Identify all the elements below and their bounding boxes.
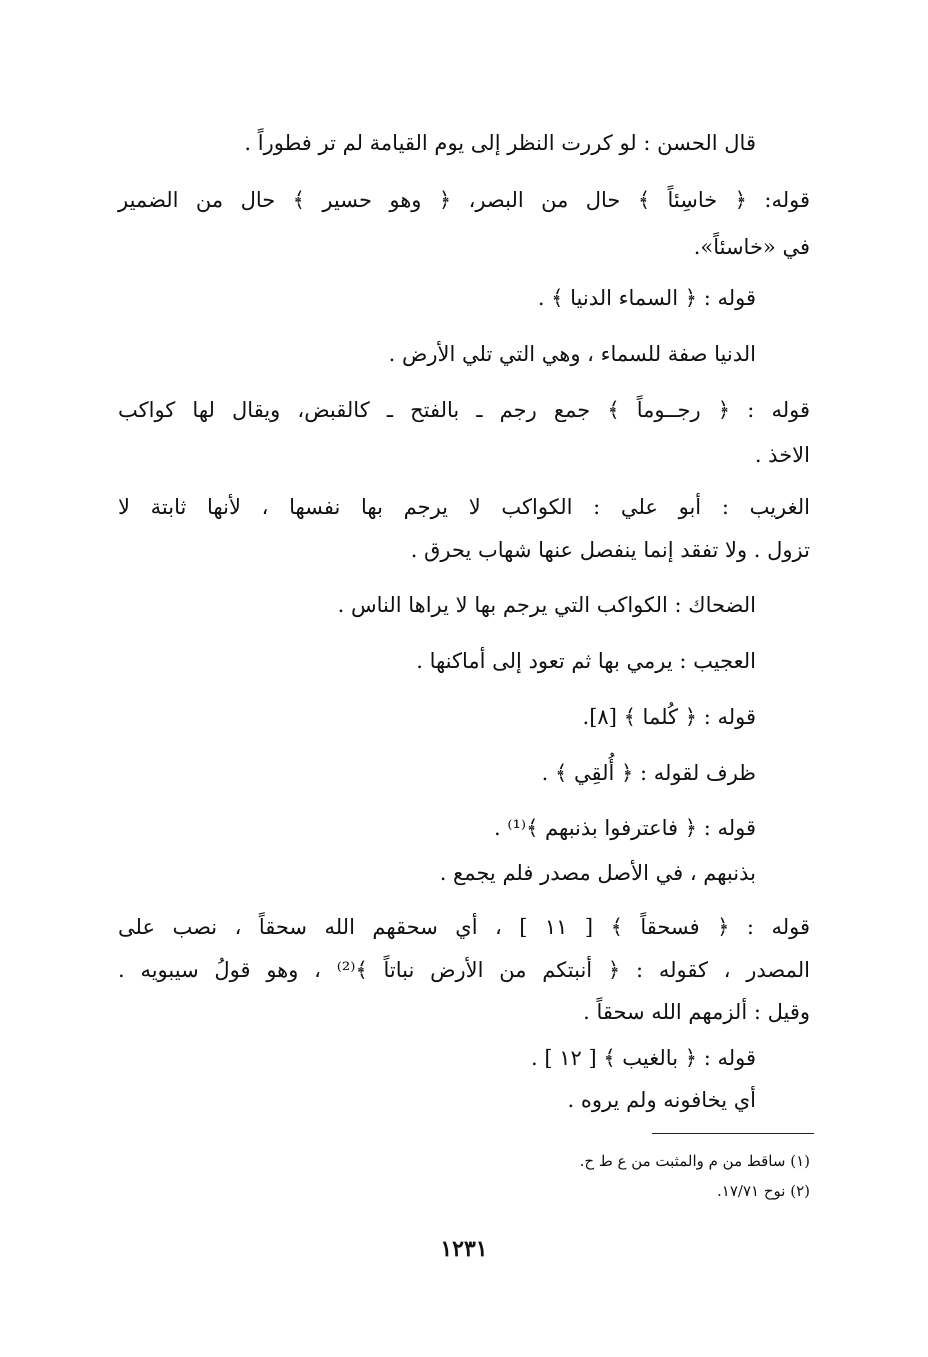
text-line: الدنيا صفة للسماء ، وهي التي تلي الأرض . bbox=[388, 342, 756, 366]
text-line: العجيب : يرمي بها ثم تعود إلى أماكنها . bbox=[416, 649, 756, 673]
text-line: الضحاك : الكواكب التي يرجم بها لا يراها الناس . bbox=[337, 593, 756, 617]
footnote: (٢) نوح ١٧/٧١. bbox=[717, 1182, 810, 1200]
text-line: الاخذ . bbox=[754, 443, 810, 467]
text-line: قوله: ﴿ خاسِئاً ﴾ حال من البصر، ﴿ وهو حسير ﴾ حال من الضمير bbox=[118, 188, 810, 212]
text-line: قوله : ﴿ السماء الدنيا ﴾ . bbox=[537, 286, 756, 310]
text-line: قوله : ﴿ بالغيب ﴾ [ ١٢ ] . bbox=[531, 1046, 756, 1070]
footnote: (١) ساقط من م والمثبت من ع ط ح. bbox=[579, 1152, 810, 1170]
text-line: بذنبهم ، في الأصل مصدر فلم يجمع . bbox=[439, 861, 756, 885]
text-line: في «خاسئاً». bbox=[693, 235, 810, 259]
text-line: المصدر ، كقوله : ﴿ أنبتكم من الأرض نباتاً ﴾⁽²⁾ ، وهو قولُ سيبويه . bbox=[118, 958, 810, 982]
text-line: ظرف لقوله : ﴿ أُلقِي ﴾ . bbox=[541, 761, 756, 785]
text-line: تزول . ولا تفقد إنما ينفصل عنها شهاب يحرق . bbox=[410, 538, 810, 562]
text-line: قوله : ﴿ فاعترفوا بذنبهم ﴾⁽¹⁾ . bbox=[493, 816, 756, 840]
text-line: وقيل : ألزمهم الله سحقاً . bbox=[583, 1000, 810, 1024]
text-line: أي يخافونه ولم يروه . bbox=[567, 1088, 756, 1112]
page-number: ١٢٣١ bbox=[440, 1236, 488, 1262]
text-line: قوله : ﴿ كُلما ﴾ [٨]. bbox=[582, 705, 756, 729]
text-line: الغريب : أبو علي : الكواكب لا يرجم بها نفسها ، لأنها ثابتة لا bbox=[118, 495, 810, 519]
text-line: قوله : ﴿ فسحقاً ﴾ [ ١١ ] ، أي سحقهم الله سحقاً ، نصب على bbox=[118, 915, 810, 939]
text-line: قوله : ﴿ رجــوماً ﴾ جمع رجم ـ بالفتح ـ كالقبض، ويقال لها كواكب bbox=[118, 398, 810, 422]
text-line: قال الحسن : لو كررت النظر إلى يوم القيامة لم تر فطوراً . bbox=[244, 131, 756, 155]
footnote-divider bbox=[652, 1133, 814, 1134]
